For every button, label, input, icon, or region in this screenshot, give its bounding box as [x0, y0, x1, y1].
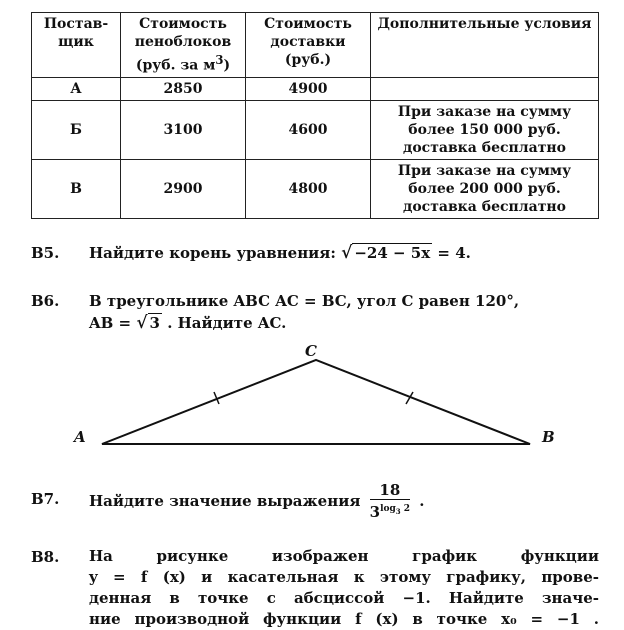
- table-row: [32, 159, 599, 218]
- cond-line3: доставка бесплатно: [403, 139, 566, 156]
- cell-supplier: А: [32, 77, 121, 100]
- problem-number: B5.: [31, 244, 60, 262]
- problem-number: B6.: [31, 292, 60, 310]
- header-conditions-text: Дополнительные условия: [377, 16, 592, 32]
- b7-numerator: 18: [370, 482, 410, 500]
- b7-den-exp-sub: 3: [395, 506, 401, 516]
- b7-den-exp-arg: 2: [400, 504, 411, 514]
- b8-line4: ние производной функции f (x) в точке x₀ = −1 .: [89, 610, 599, 628]
- header-price-line1: Стоимость: [139, 16, 227, 32]
- problem-number: B7.: [31, 490, 60, 508]
- b8-line3: денная в точке с абсциссой −1. Найдите значе-: [89, 589, 599, 607]
- table-header-row: [32, 13, 599, 78]
- cond-line1: При заказе на сумму: [397, 103, 572, 120]
- b7-fraction: [370, 482, 410, 522]
- problem-text: [89, 242, 599, 264]
- suppliers-table: [31, 12, 599, 219]
- cond-line2: более 150 000 руб.: [408, 121, 561, 138]
- header-price: [121, 13, 246, 78]
- header-price-sup: 3: [215, 53, 224, 67]
- cell-supplier: В: [32, 159, 121, 218]
- header-price-line3-end: ): [223, 57, 231, 74]
- problem-number: B8.: [31, 548, 60, 566]
- cell-supplier: Б: [32, 100, 121, 159]
- b8-line1: На рисунке изображен график функции: [89, 547, 599, 565]
- problem-text: [89, 546, 599, 630]
- cond-line2: более 200 000 руб.: [408, 180, 561, 197]
- cell-price: 2900: [121, 159, 246, 218]
- header-price-line3: (руб. за м: [135, 57, 216, 74]
- cell-conditions: [371, 77, 599, 100]
- b6-line1: В треугольнике ABC AC = BC, угол C равен 120°,: [89, 292, 520, 310]
- cell-price: 3100: [121, 100, 246, 159]
- header-conditions: [371, 13, 599, 78]
- table-row: [32, 77, 599, 100]
- cond-line1: При заказе на сумму: [397, 162, 572, 179]
- vertex-label-c: C: [305, 342, 317, 360]
- cell-conditions: [371, 159, 599, 218]
- header-delivery-line2: доставки: [270, 34, 346, 50]
- cell-conditions: [371, 100, 599, 159]
- b7-den-exp: log: [380, 504, 396, 514]
- sqrt-sign: √: [341, 243, 353, 263]
- b8-line2: y = f (x) и касательная к этому графику, прове-: [89, 568, 599, 586]
- cell-delivery: 4900: [246, 77, 371, 100]
- b5-rhs: = 4.: [432, 244, 471, 262]
- sqrt-sign: √: [136, 313, 148, 333]
- b5-text: Найдите корень уравнения:: [89, 244, 342, 262]
- cond-line3: доставка бесплатно: [403, 198, 566, 215]
- b6-radicand: 3: [149, 314, 160, 332]
- b5-radicand: −24 − 5x: [354, 244, 431, 262]
- problem-text: [89, 482, 599, 522]
- header-delivery-line3: (руб.): [284, 52, 332, 68]
- vertex-label-a: A: [74, 428, 86, 446]
- b7-suffix: .: [414, 492, 425, 510]
- b6-line2-suffix: . Найдите AC.: [161, 314, 287, 332]
- table-row: [32, 100, 599, 159]
- header-delivery-line1: Стоимость: [264, 16, 352, 32]
- problem-text: [89, 290, 599, 334]
- vertex-label-b: B: [542, 428, 555, 446]
- triangle-abc: [102, 360, 530, 444]
- cell-price: 2850: [121, 77, 246, 100]
- b7-denominator: [370, 500, 410, 522]
- b7-den-base: 3: [369, 503, 381, 521]
- cell-delivery: 4600: [246, 100, 371, 159]
- header-delivery: [246, 13, 371, 78]
- cell-delivery: 4800: [246, 159, 371, 218]
- b6-line2-prefix: AB =: [89, 314, 137, 332]
- header-supplier: [32, 13, 121, 78]
- b7-text: Найдите значение выражения: [89, 492, 366, 510]
- header-supplier-text: Постав-щик: [43, 16, 109, 50]
- header-price-line2: пеноблоков: [134, 34, 232, 50]
